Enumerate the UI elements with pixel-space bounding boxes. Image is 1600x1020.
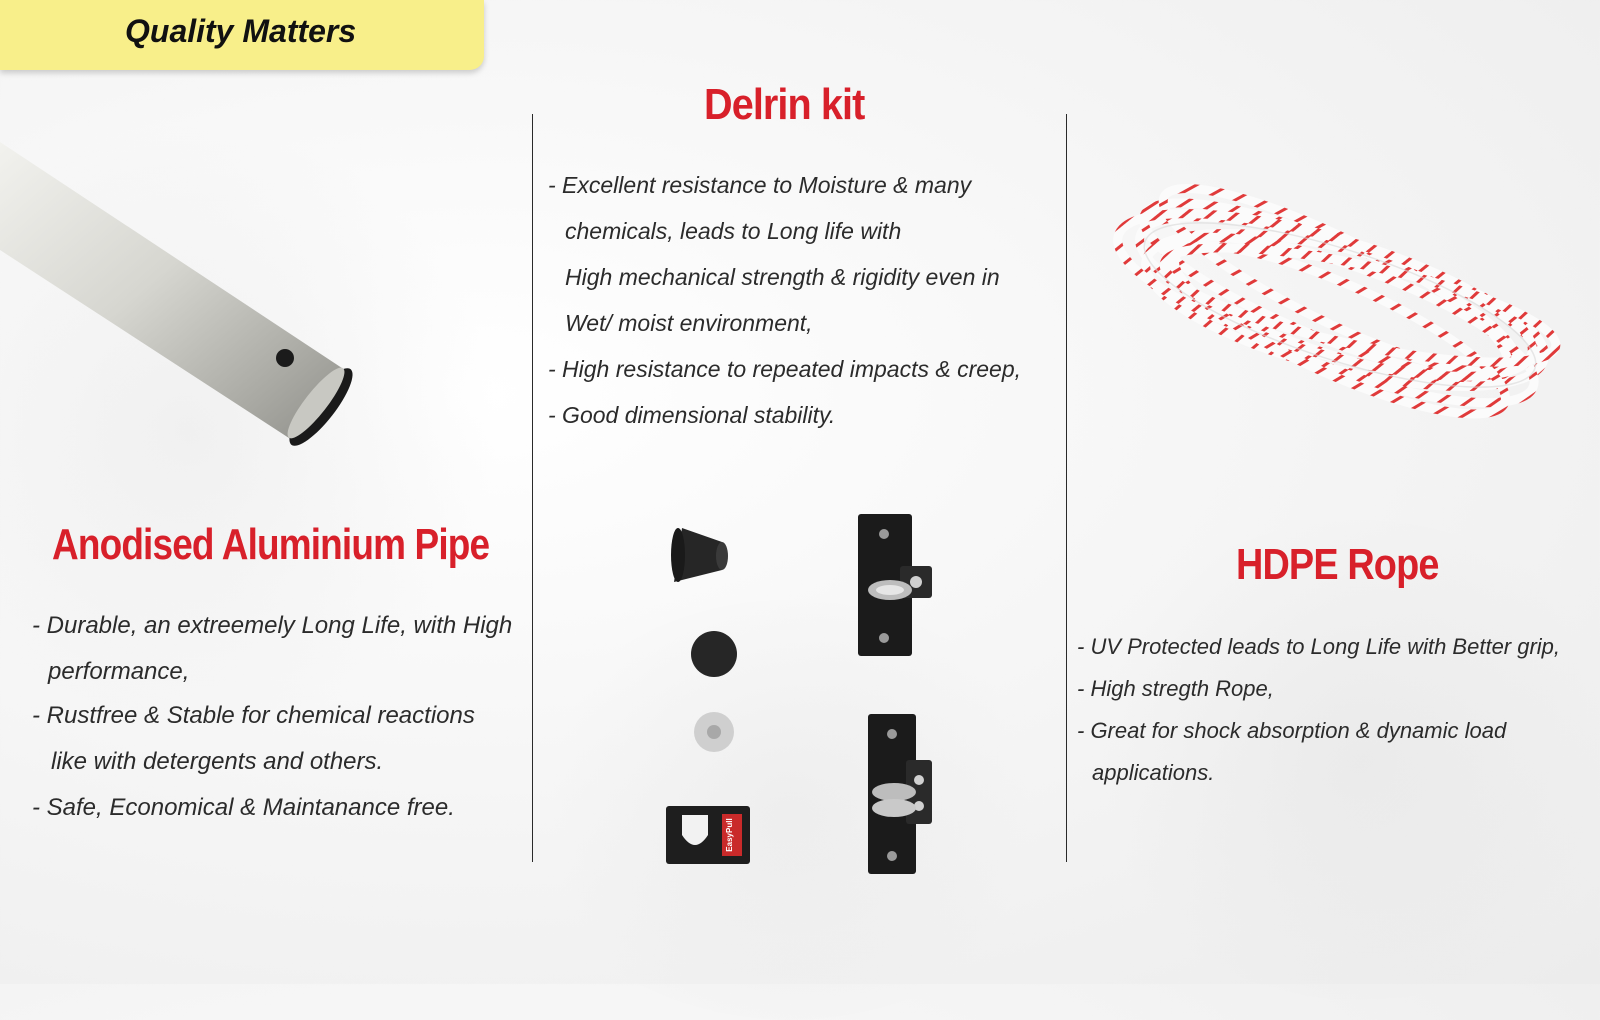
delrin-bullet: High mechanical strength & rigidity even in — [565, 264, 1000, 290]
delrin-bullet: Wet/ moist environment, — [565, 310, 813, 336]
rope-heading: HDPE Rope — [1236, 540, 1439, 589]
pipe-heading: Anodised Aluminium Pipe — [52, 520, 490, 569]
pulley-block-icon — [858, 514, 932, 656]
rope-bullet: - Great for shock absorption & dynamic load — [1077, 718, 1507, 743]
pipe-bullet: - Safe, Economical & Maintanance free. — [32, 794, 455, 821]
column-divider-left — [532, 114, 533, 862]
cleat-icon — [666, 806, 750, 864]
cone-stopper-icon — [671, 528, 728, 582]
rope-bullet: - High stregth Rope, — [1077, 676, 1274, 701]
quality-tag — [0, 0, 484, 70]
tag-title: Quality Matters — [125, 13, 357, 49]
pipe-bullet: performance, — [48, 658, 190, 685]
cleat-label: EasyPull — [725, 818, 734, 852]
column-divider-right — [1066, 114, 1067, 862]
rope-bullet: applications. — [1092, 760, 1215, 785]
delrin-bullet: - High resistance to repeated impacts & creep, — [548, 356, 1022, 382]
disc-cap-icon — [691, 631, 737, 677]
delrin-bullet: chemicals, leads to Long life with — [565, 218, 902, 244]
delrin-bullet: - Excellent resistance to Moisture & many — [548, 172, 972, 198]
aluminium-pipe-image — [0, 140, 360, 460]
rope-coil-image — [1090, 170, 1580, 480]
delrin-parts-image — [650, 510, 950, 890]
washer-icon — [694, 712, 734, 752]
pipe-bullet: like with detergents and others. — [51, 748, 384, 775]
delrin-bullet: - Good dimensional stability. — [548, 402, 836, 428]
delrin-heading: Delrin kit — [704, 80, 865, 129]
pipe-bullet: - Durable, an extreemely Long Life, with High — [32, 612, 513, 639]
pipe-bullet: - Rustfree & Stable for chemical reactions — [32, 702, 475, 729]
rope-bullet: - UV Protected leads to Long Life with Better grip, — [1077, 634, 1561, 659]
pulley-block-icon — [868, 714, 932, 874]
